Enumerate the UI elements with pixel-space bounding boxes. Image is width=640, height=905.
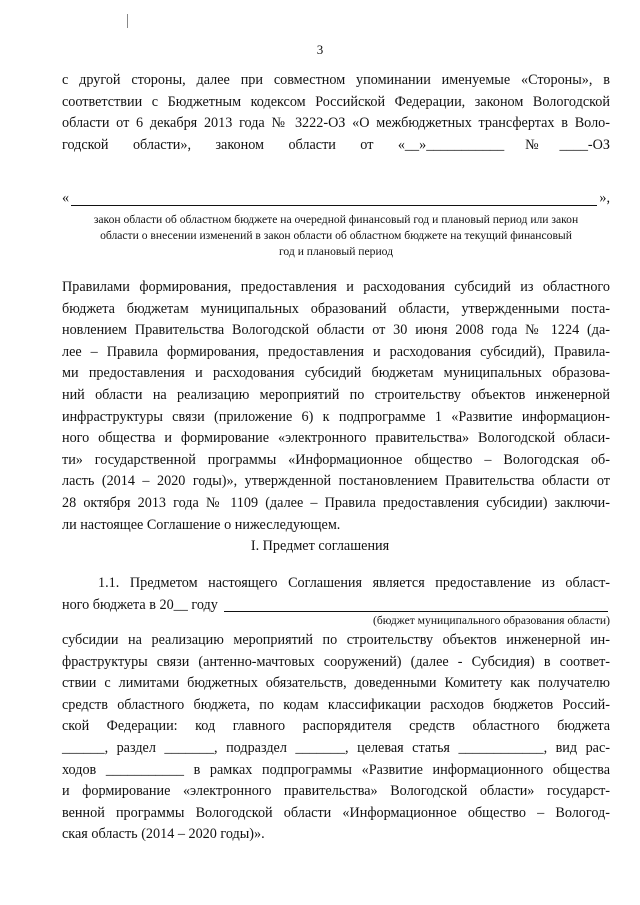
budget-caption: (бюджет муниципального образования области) (372, 614, 610, 627)
rules-line: бюджета бюджетам муниципальных образований области, утвержденными поста- (62, 300, 610, 317)
clause-line: субсидии на реализацию мероприятий по строительству объектов инженерной ин- (62, 632, 610, 648)
rules-line: ми предоставления и расходования субсидий бюджетам муниципальных образова- (62, 365, 610, 382)
intro-line: с другой стороны, далее при совместном упоминании именуемые «Стороны», в (62, 72, 610, 88)
close-quote: », (599, 190, 610, 206)
page-number: 3 (316, 42, 324, 57)
rules-line: ний области на реализацию мероприятий по строительству объектов инженерной (62, 386, 610, 403)
rules-line: ти» государственной программы «Информационное общество – Вологодская об- (62, 451, 610, 468)
clause-paragraph (62, 573, 610, 616)
rules-line: ли настоящее Соглашение о нижеследующем. (62, 516, 341, 533)
clause-line: 1.1. Предметом настоящего Соглашения является предоставление из област- (98, 575, 610, 591)
clause-line: ходов ___________ в рамках подпрограммы «Развитие информационного общества (62, 761, 610, 778)
budget-blank-underline (224, 597, 608, 612)
rules-line: инфраструктуры связи (приложение 6) к подпрограмме 1 «Развитие информацион- (62, 408, 610, 425)
scan-mark (127, 14, 128, 28)
rules-line: 28 октября 2013 года № 1109 (далее – Правила предоставления субсидии) заключи- (62, 494, 610, 511)
law-caption-line: области о внесении изменений в закон области об областном бюджете на текущий финансовый (100, 229, 572, 242)
law-caption-line: год и плановый период (278, 245, 394, 258)
clause-line: фраструктуры связи (антенно-мачтовых сооружений) (далее - Субсидия) в соответ- (62, 653, 610, 670)
open-quote: « (62, 190, 70, 206)
law-blank-line (62, 188, 610, 210)
rules-line: Правилами формирования, предоставления и расходования субсидий из областного (62, 279, 610, 295)
clause-line: ______, раздел _______, подраздел _______, целевая статья ____________, вид рас- (62, 739, 610, 756)
law-caption-line: закон области об областном бюджете на очередной финансовый год и плановый период или закон (93, 213, 579, 226)
rules-line: новлением Правительства Вологодской области от 30 июня 2008 года № 1224 (да- (62, 322, 610, 339)
clause-line: венной программы Вологодской области «Информационное общество – Вологод- (62, 804, 610, 821)
law-blank-underline (71, 191, 597, 206)
clause-line: средств областного бюджета, по кодам классификации расходов бюджетов Россий- (62, 696, 610, 713)
intro-line: области от 6 декабря 2013 года № 3222-ОЗ «О межбюджетных трансфертах в Воло- (62, 115, 610, 132)
clause-body (62, 630, 610, 846)
clause-line: и формирование «электронного правительства» Вологодской области» государст- (62, 783, 610, 800)
clause-line: ской Федерации: код главного распорядителя средств областного бюджета (62, 718, 610, 735)
rules-line: ласть (2014 – 2020 годы)», утвержденной постановлением Правительства области от (62, 473, 610, 490)
intro-line: соответствии с Бюджетным кодексом Российской Федерации, законом Вологодской (62, 93, 610, 110)
intro-line: годской области», законом области от «__»___________№____-ОЗ (62, 136, 610, 153)
rules-line: лее – Правила формирования, предоставления и расходования субсидий), Правила- (62, 343, 610, 360)
clause-line: ская область (2014 – 2020 годы)». (62, 826, 265, 843)
rules-line: ного общества и формирование «электронного правительства» Вологодской обласи- (62, 430, 610, 447)
section-heading: I. Предмет соглашения (250, 538, 390, 554)
intro-paragraph (62, 70, 610, 156)
rules-paragraph (62, 277, 610, 536)
clause-line: ствии с лимитами бюджетных обязательств, доведенными Комитету как получателю (62, 675, 610, 692)
law-caption (62, 212, 610, 260)
clause-line: ного бюджета в 20__ году (62, 596, 218, 613)
